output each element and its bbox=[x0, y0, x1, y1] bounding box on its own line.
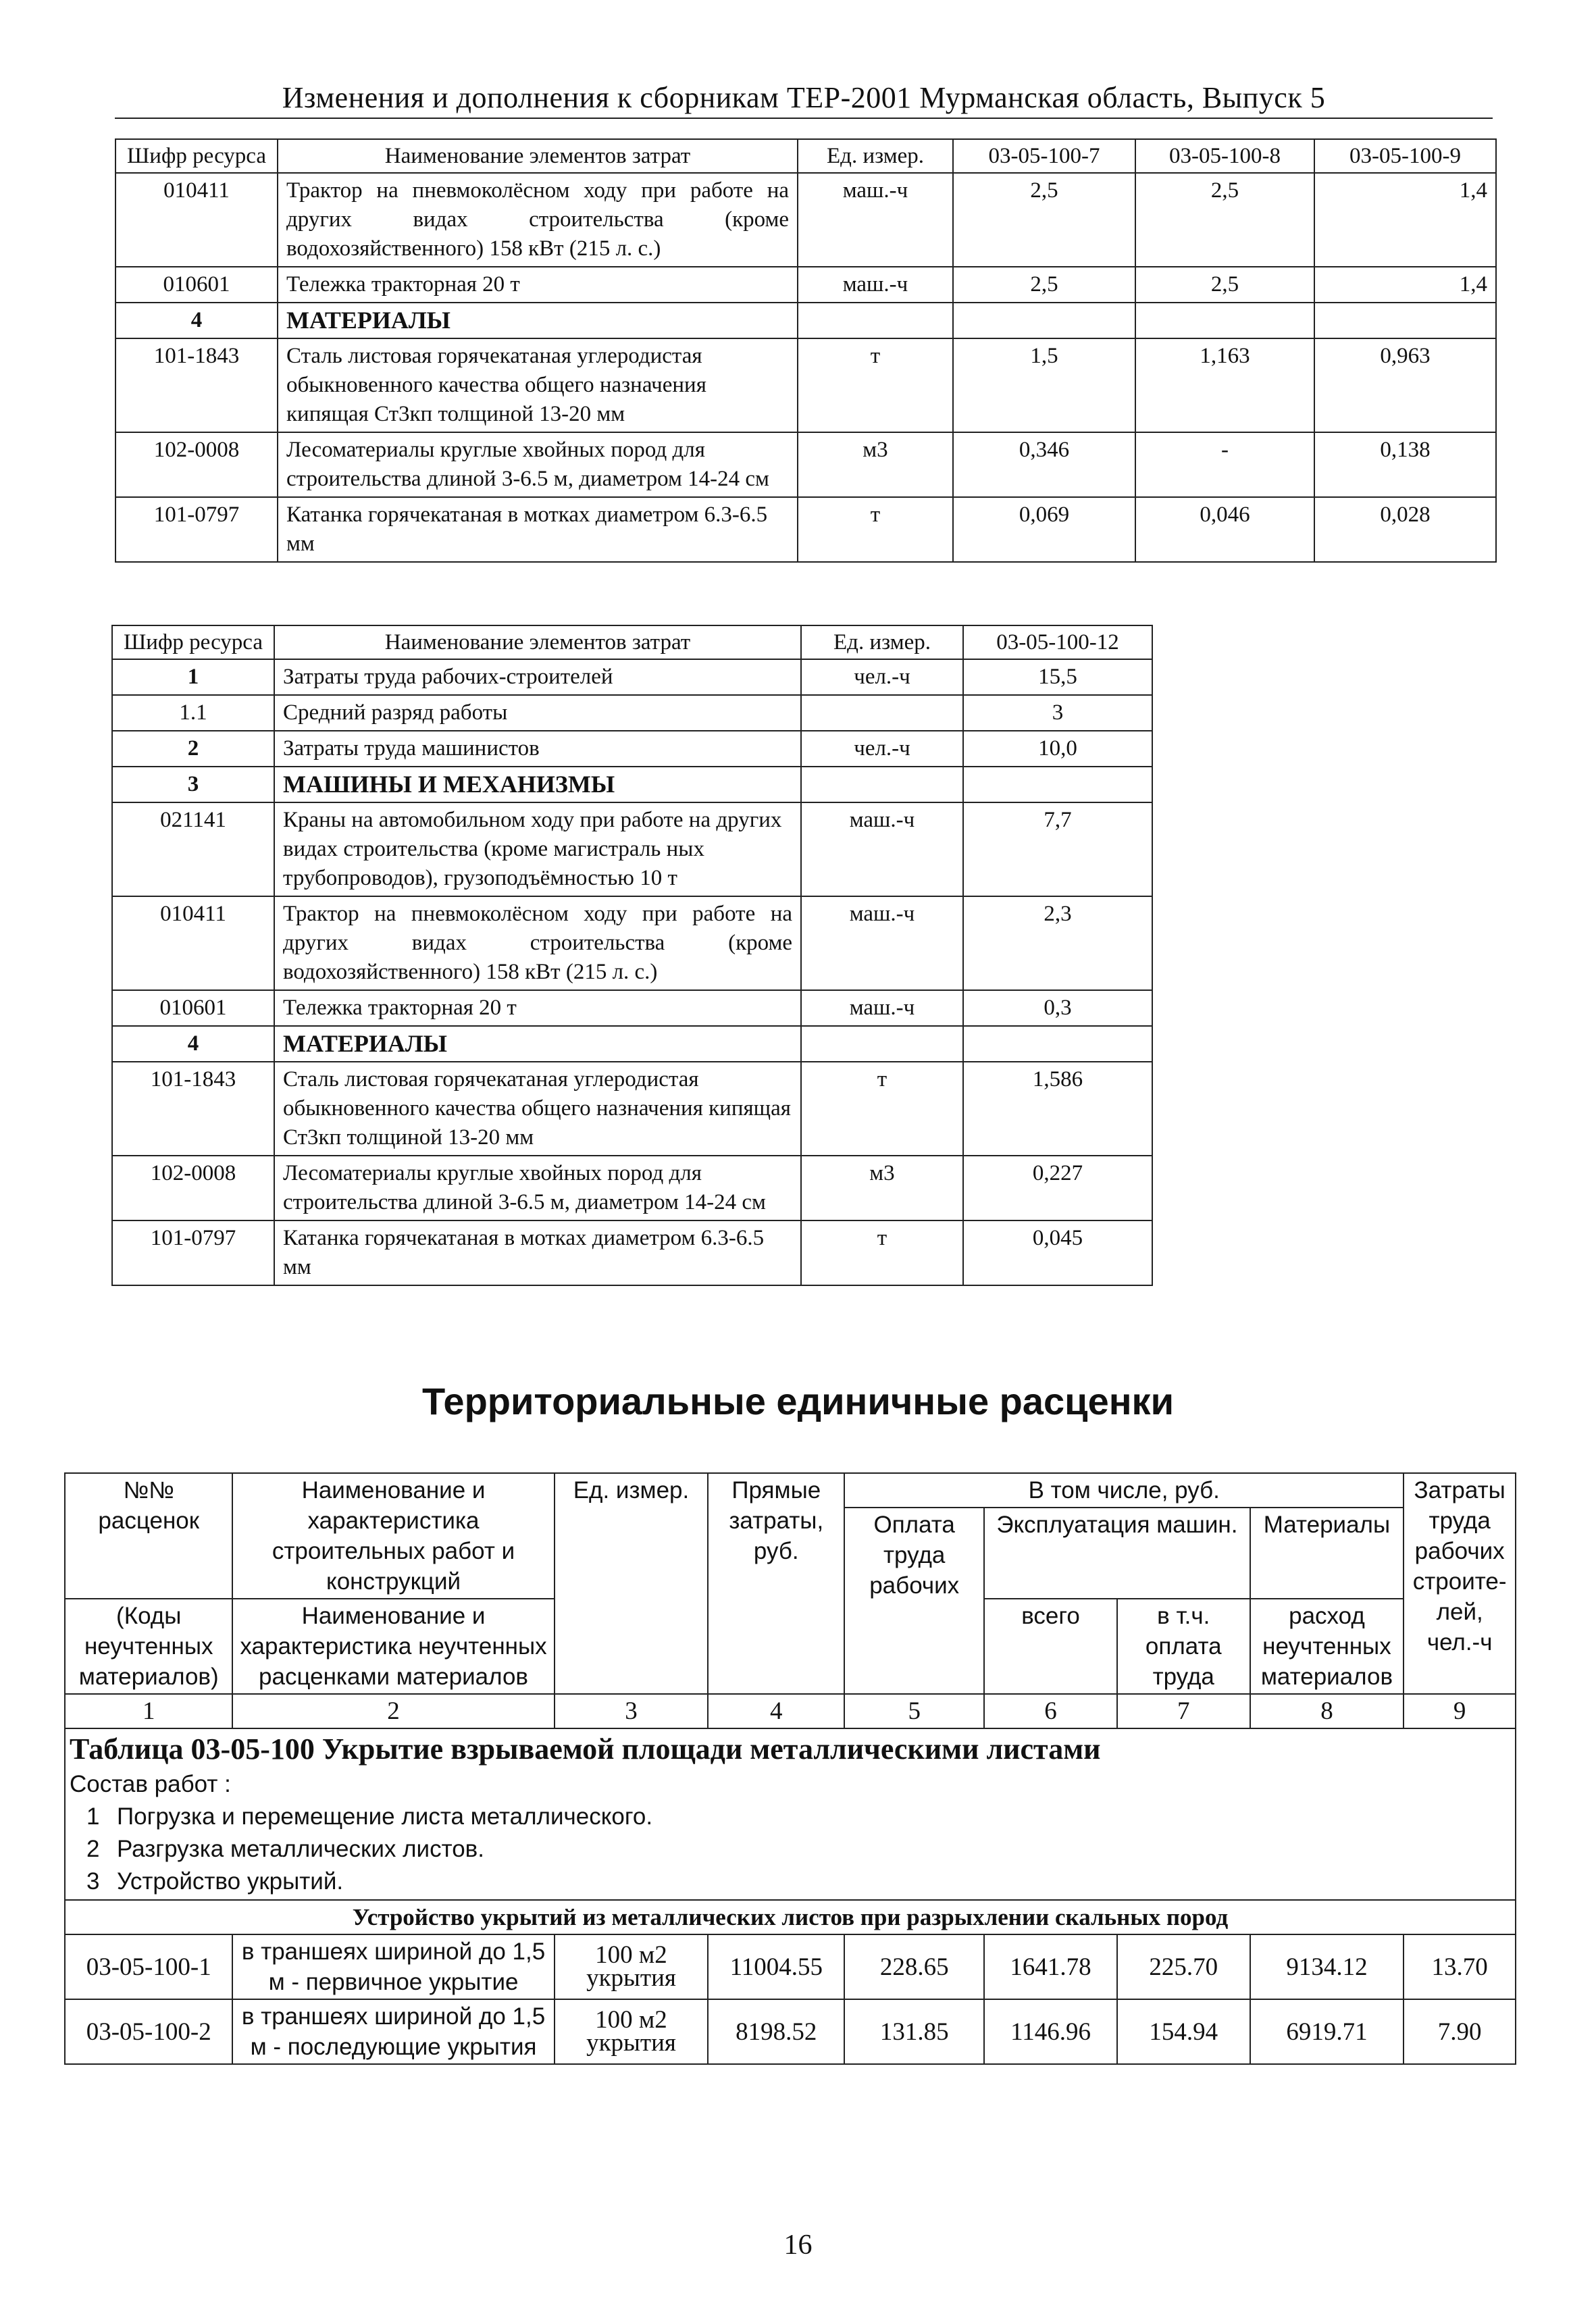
table-header-row bbox=[65, 1473, 1516, 1508]
unit: маш.-ч bbox=[801, 802, 963, 896]
resource-code: 010601 bbox=[115, 267, 278, 303]
unit: т bbox=[798, 338, 953, 432]
unit: чел.-ч bbox=[801, 731, 963, 767]
table-row bbox=[112, 731, 1152, 767]
col-header-name: Наименование элементов затрат bbox=[278, 139, 798, 173]
labor-pay: 131.85 bbox=[844, 1999, 984, 2064]
materials-cost: 9134.12 bbox=[1250, 1934, 1404, 1999]
col-header-number: №№ расценок bbox=[65, 1473, 232, 1599]
unit: 100 м2 укрытия bbox=[555, 1934, 709, 1999]
price-name: в траншеях шириной до 1,5 м - последующие укрытия bbox=[232, 1999, 554, 2064]
col-header-unit: Ед. измер. bbox=[801, 625, 963, 659]
col-header-codes: (Коды неучтенных материалов) bbox=[65, 1599, 232, 1694]
machine-pay: 225.70 bbox=[1117, 1934, 1250, 1999]
column-number: 5 bbox=[844, 1694, 984, 1728]
value: 0,346 bbox=[953, 432, 1135, 497]
resource-code: 101-0797 bbox=[115, 497, 278, 562]
section-code: 3 bbox=[112, 767, 274, 802]
resource-name: Лесоматериалы круглые хвойных пород для строительства длиной 3-6.5 м, диаметром 14-24 см bbox=[278, 432, 798, 497]
resource-code: 101-1843 bbox=[112, 1062, 274, 1156]
header-rule bbox=[115, 118, 1493, 119]
machine-pay: 154.94 bbox=[1117, 1999, 1250, 2064]
value: 1,4 bbox=[1314, 173, 1496, 267]
col-header-direct: Прямые затраты, руб. bbox=[708, 1473, 844, 1694]
resource-name: Лесоматериалы круглые хвойных пород для строительства длиной 3-6.5 м, диаметром 14-24 см bbox=[274, 1156, 801, 1220]
value bbox=[953, 303, 1135, 338]
value bbox=[963, 767, 1152, 802]
unit: маш.-ч bbox=[798, 267, 953, 303]
resource-name: Средний разряд работы bbox=[274, 695, 801, 731]
section-label: МАТЕРИАЛЫ bbox=[278, 303, 798, 338]
resource-code: 102-0008 bbox=[115, 432, 278, 497]
column-number: 8 bbox=[1250, 1694, 1404, 1728]
work-item bbox=[70, 1866, 1511, 1898]
resource-name: Сталь листовая горячекатаная углеродистая обыкновенного качества общего назначения кипящая Ст3кп толщиной 13-20 мм bbox=[274, 1062, 801, 1156]
page-number: 16 bbox=[783, 2230, 813, 2261]
col-header-pay: Оплата труда рабочих bbox=[844, 1508, 984, 1694]
section-code: 4 bbox=[115, 303, 278, 338]
work-item-number: 1 bbox=[86, 1803, 100, 1830]
work-item-text: Погрузка и перемещение листа металлического. bbox=[117, 1803, 653, 1830]
section-row bbox=[115, 303, 1496, 338]
table-title-cell bbox=[65, 1728, 1516, 1900]
col-header-name: Наименование элементов затрат bbox=[274, 625, 801, 659]
table-header-row bbox=[115, 139, 1496, 173]
value: 2,5 bbox=[1135, 173, 1314, 267]
unit: маш.-ч bbox=[801, 896, 963, 990]
unit: м3 bbox=[801, 1156, 963, 1220]
value: 0,069 bbox=[953, 497, 1135, 562]
resource-name: Катанка горячекатаная в мотках диаметром 6.3-6.5 мм bbox=[274, 1220, 801, 1285]
value: 0,227 bbox=[963, 1156, 1152, 1220]
unit: т bbox=[801, 1062, 963, 1156]
col-header-value: 03-05-100-7 bbox=[953, 139, 1135, 173]
value: 3 bbox=[963, 695, 1152, 731]
table-row bbox=[65, 1999, 1516, 2064]
resource-name: Затраты труда машинистов bbox=[274, 731, 801, 767]
labor-pay: 228.65 bbox=[844, 1934, 984, 1999]
col-header-unit: Ед. измер. bbox=[555, 1473, 709, 1694]
col-header-code: Шифр ресурса bbox=[115, 139, 278, 173]
price-code: 03-05-100-1 bbox=[65, 1934, 232, 1999]
unit: маш.-ч bbox=[801, 990, 963, 1026]
value: 2,5 bbox=[953, 267, 1135, 303]
table-row bbox=[112, 802, 1152, 896]
value: 2,5 bbox=[953, 173, 1135, 267]
unit: т bbox=[801, 1220, 963, 1285]
value: 7,7 bbox=[963, 802, 1152, 896]
table-header-row bbox=[112, 625, 1152, 659]
resource-name: Затраты труда рабочих-строителей bbox=[274, 659, 801, 695]
unit bbox=[801, 1026, 963, 1062]
resource-code: 1 bbox=[112, 659, 274, 695]
unit: м3 bbox=[798, 432, 953, 497]
unit: 100 м2 укрытия bbox=[555, 1999, 709, 2064]
resource-name: Краны на автомобильном ходу при работе на других видах строительства (кроме магистраль ных трубопроводов), грузоподъёмностью 10 т bbox=[274, 802, 801, 896]
table-row bbox=[112, 990, 1152, 1026]
value: - bbox=[1135, 432, 1314, 497]
col-header-value: 03-05-100-12 bbox=[963, 625, 1152, 659]
value: 15,5 bbox=[963, 659, 1152, 695]
resource-name: Сталь листовая горячекатаная углеродистая обыкновенного качества общего назначения кипящая Ст3кп толщиной 13-20 мм bbox=[278, 338, 798, 432]
table-row bbox=[112, 659, 1152, 695]
resource-name: Тележка тракторная 20 т bbox=[278, 267, 798, 303]
value bbox=[1135, 303, 1314, 338]
work-item-text: Разгрузка металлических листов. bbox=[117, 1836, 485, 1862]
labor-hours: 13.70 bbox=[1404, 1934, 1516, 1999]
column-number: 9 bbox=[1404, 1694, 1516, 1728]
value: 10,0 bbox=[963, 731, 1152, 767]
section-label: МАШИНЫ И МЕХАНИЗМЫ bbox=[274, 767, 801, 802]
price-table bbox=[64, 1472, 1516, 2065]
table-row bbox=[115, 267, 1496, 303]
table-row bbox=[115, 432, 1496, 497]
section-row bbox=[112, 767, 1152, 802]
resource-code: 101-1843 bbox=[115, 338, 278, 432]
value: 1,5 bbox=[953, 338, 1135, 432]
resource-code: 010411 bbox=[112, 896, 274, 990]
table-subtitle: Устройство укрытий из металлических листов при разрыхлении скальных пород bbox=[65, 1900, 1516, 1934]
col-header-name: Наименование и характеристика строительных работ и конструкций bbox=[232, 1473, 554, 1599]
unit: маш.-ч bbox=[798, 173, 953, 267]
value: 0,3 bbox=[963, 990, 1152, 1026]
table-row bbox=[115, 173, 1496, 267]
col-header-mach-pay: в т.ч. оплата труда bbox=[1117, 1599, 1250, 1694]
column-number-row bbox=[65, 1694, 1516, 1728]
unit bbox=[801, 767, 963, 802]
resource-code: 101-0797 bbox=[112, 1220, 274, 1285]
work-item bbox=[70, 1801, 1511, 1833]
value: 0,028 bbox=[1314, 497, 1496, 562]
col-header-unit: Ед. измер. bbox=[798, 139, 953, 173]
value: 2,5 bbox=[1135, 267, 1314, 303]
resource-name: Трактор на пневмоколёсном ходу при работе на других видах строительства (кроме водохозяйственного) 158 кВт (215 л. с.) bbox=[274, 896, 801, 990]
unit bbox=[798, 303, 953, 338]
column-number: 3 bbox=[555, 1694, 709, 1728]
value: 2,3 bbox=[963, 896, 1152, 990]
col-header-name2: Наименование и характеристика неучтенных расценками материалов bbox=[232, 1599, 554, 1694]
table-row bbox=[112, 1220, 1152, 1285]
value: 1,4 bbox=[1314, 267, 1496, 303]
resource-code: 010411 bbox=[115, 173, 278, 267]
value bbox=[1314, 303, 1496, 338]
col-header-materials: Материалы bbox=[1250, 1508, 1404, 1599]
direct-cost: 11004.55 bbox=[708, 1934, 844, 1999]
work-item-text: Устройство укрытий. bbox=[117, 1868, 344, 1895]
labor-hours: 7.90 bbox=[1404, 1999, 1516, 2064]
col-header-machines: Эксплуатация машин. bbox=[984, 1508, 1250, 1599]
col-header-code: Шифр ресурса bbox=[112, 625, 274, 659]
table-row bbox=[115, 338, 1496, 432]
resource-name: Катанка горячекатаная в мотках диаметром 6.3-6.5 мм bbox=[278, 497, 798, 562]
resource-code: 102-0008 bbox=[112, 1156, 274, 1220]
resource-table-2 bbox=[111, 625, 1153, 1286]
work-item-number: 2 bbox=[86, 1836, 100, 1862]
value: 1,163 bbox=[1135, 338, 1314, 432]
table-row bbox=[65, 1934, 1516, 1999]
section-code: 4 bbox=[112, 1026, 274, 1062]
col-header-labor: Затраты труда рабочих строите-лей, чел.-ч bbox=[1404, 1473, 1516, 1694]
resource-code: 1.1 bbox=[112, 695, 274, 731]
machine-cost: 1146.96 bbox=[984, 1999, 1117, 2064]
value: 0,963 bbox=[1314, 338, 1496, 432]
value: 0,045 bbox=[963, 1220, 1152, 1285]
machine-cost: 1641.78 bbox=[984, 1934, 1117, 1999]
table-title: Таблица 03-05-100 Укрытие взрываемой площади металлическими листами bbox=[70, 1732, 1101, 1766]
unit: чел.-ч bbox=[801, 659, 963, 695]
resource-name: Трактор на пневмоколёсном ходу при работе на других видах строительства (кроме водохозяйственного) 158 кВт (215 л. с.) bbox=[278, 173, 798, 267]
works-label: Состав работ : bbox=[70, 1771, 231, 1797]
price-code: 03-05-100-2 bbox=[65, 1999, 232, 2064]
table-row bbox=[112, 1156, 1152, 1220]
col-header-mat2: расход неучтенных материалов bbox=[1250, 1599, 1404, 1694]
table-row bbox=[112, 695, 1152, 731]
column-number: 6 bbox=[984, 1694, 1117, 1728]
price-name: в траншеях шириной до 1,5 м - первичное укрытие bbox=[232, 1934, 554, 1999]
value bbox=[963, 1026, 1152, 1062]
unit: т bbox=[798, 497, 953, 562]
resource-code: 021141 bbox=[112, 802, 274, 896]
materials-cost: 6919.71 bbox=[1250, 1999, 1404, 2064]
resource-name: Тележка тракторная 20 т bbox=[274, 990, 801, 1026]
direct-cost: 8198.52 bbox=[708, 1999, 844, 2064]
column-number: 1 bbox=[65, 1694, 232, 1728]
table-row bbox=[115, 497, 1496, 562]
value: 1,586 bbox=[963, 1062, 1152, 1156]
unit bbox=[801, 695, 963, 731]
work-item bbox=[70, 1833, 1511, 1866]
section-row bbox=[112, 1026, 1152, 1062]
table-title-row bbox=[65, 1728, 1516, 1900]
value: 0,046 bbox=[1135, 497, 1314, 562]
section-title: Территориальные единичные расценки bbox=[422, 1380, 1174, 1422]
resource-code: 010601 bbox=[112, 990, 274, 1026]
col-header-included: В том числе, руб. bbox=[844, 1473, 1404, 1508]
col-header-value: 03-05-100-8 bbox=[1135, 139, 1314, 173]
table-row bbox=[112, 1062, 1152, 1156]
column-number: 7 bbox=[1117, 1694, 1250, 1728]
section-label: МАТЕРИАЛЫ bbox=[274, 1026, 801, 1062]
column-number: 2 bbox=[232, 1694, 554, 1728]
subtitle-row bbox=[65, 1900, 1516, 1934]
column-number: 4 bbox=[708, 1694, 844, 1728]
col-header-value: 03-05-100-9 bbox=[1314, 139, 1496, 173]
table-row bbox=[112, 896, 1152, 990]
resource-code: 2 bbox=[112, 731, 274, 767]
col-header-mach-total: всего bbox=[984, 1599, 1117, 1694]
value: 0,138 bbox=[1314, 432, 1496, 497]
work-item-number: 3 bbox=[86, 1868, 100, 1895]
page-header: Изменения и дополнения к сборникам ТЕР-2001 Мурманская область, Выпуск 5 bbox=[282, 81, 1326, 114]
resource-table-1 bbox=[115, 138, 1497, 563]
